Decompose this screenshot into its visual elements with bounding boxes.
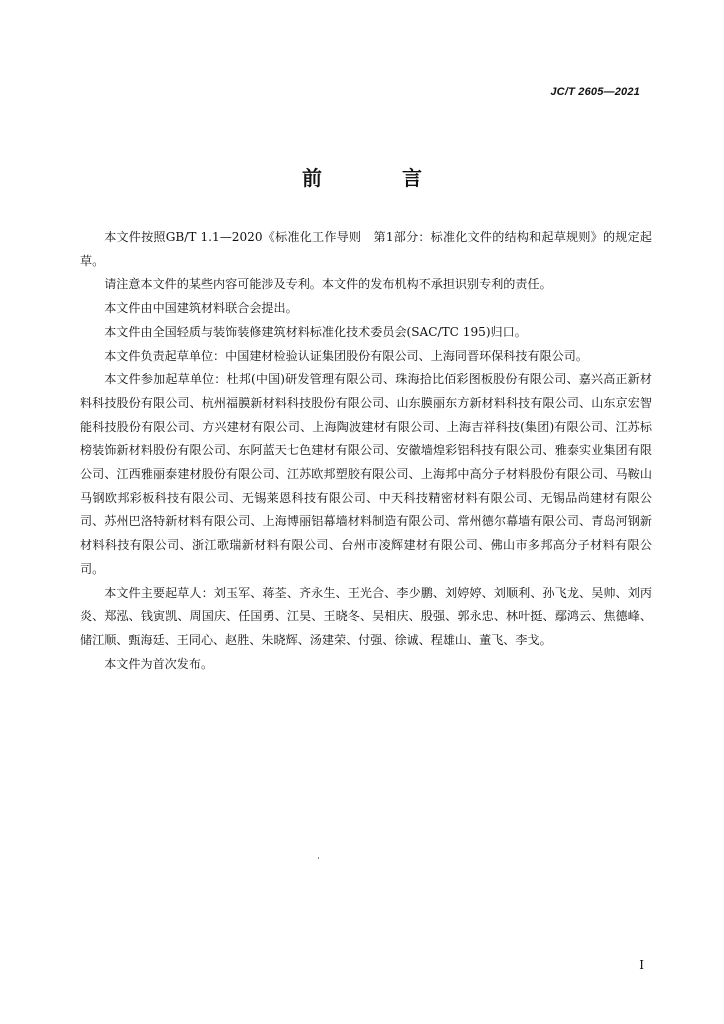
paragraph-lead-drafters: 本文件负责起草单位：中国建材检验认证集团股份有限公司、上海同晋环保科技有限公司。 bbox=[104, 348, 588, 363]
document-body bbox=[80, 226, 652, 676]
paragraph-first-release: 本文件为首次发布。 bbox=[104, 656, 214, 671]
paragraph-main-drafters: 本文件主要起草人：刘玉军、蒋荃、齐永生、王光合、李少鹏、刘婷婷、刘顺利、孙飞龙、吴帅、刘丙炎、郑泓、钱寅凯、周国庆、任国勇、江昊、王晓冬、吴相庆、殷强、郭永忠、林叶挺、鄢鸿云、焦德峰、储江顺、甄海廷、王同心、赵胜、朱晓辉、汤建荣、付强、徐诚、程雄山、董飞、李戈。 bbox=[80, 585, 652, 647]
paragraph-committee: 本文件由全国轻质与装饰装修建筑材料标准化技术委员会(SAC/TC 195)归口。 bbox=[104, 324, 527, 339]
paragraph-participating-units: 本文件参加起草单位：杜邦(中国)研发管理有限公司、珠海拾比佰彩图板股份有限公司、嘉兴高正新材料科技股份有限公司、杭州福膜新材料科技股份有限公司、山东膜丽东方新材料科技有限公司、山东京宏智能科技股份有限公司、方兴建材有限公司、上海陶波建材有限公司、上海吉祥科技(集团)有限公司、江苏标榜装饰新材料股份有限公司、东阿蓝天七色建材有限公司、安徽墙煌彩铝科技有限公司、雅泰实业集团有限公司、江西雅丽泰建材股份有限公司、江苏欧邦塑胶有限公司、上海邦中高分子材料股份有限公司、马鞍山马钢欧邦彩板科技有限公司、无锡莱恩科技有限公司、中天科技精密材料有限公司、无锡品尚建材有限公司、苏州巴洛特新材料有限公司、上海博丽铝幕墙材料制造有限公司、常州德尔幕墙有限公司、青岛河钢新材料科技有限公司、浙江歌瑞新材料有限公司、台州市凌辉建材有限公司、佛山市多邦高分子材料有限公司。 bbox=[80, 372, 652, 576]
standard-code: JC/T 2605—2021 bbox=[550, 86, 640, 98]
page-number: I bbox=[639, 958, 644, 972]
paragraph-drafting-rules: 本文件按照GB/T 1.1—2020《标准化工作导则 第1部分：标准化文件的结构和起草规则》的规定起草。 bbox=[80, 230, 652, 268]
scan-speck bbox=[318, 857, 319, 859]
page-title: 前 言 bbox=[302, 166, 452, 190]
paragraph-proposer: 本文件由中国建筑材料联合会提出。 bbox=[104, 301, 298, 316]
paragraph-patent-notice: 请注意本文件的某些内容可能涉及专利。本文件的发布机构不承担识别专利的责任。 bbox=[104, 277, 552, 292]
